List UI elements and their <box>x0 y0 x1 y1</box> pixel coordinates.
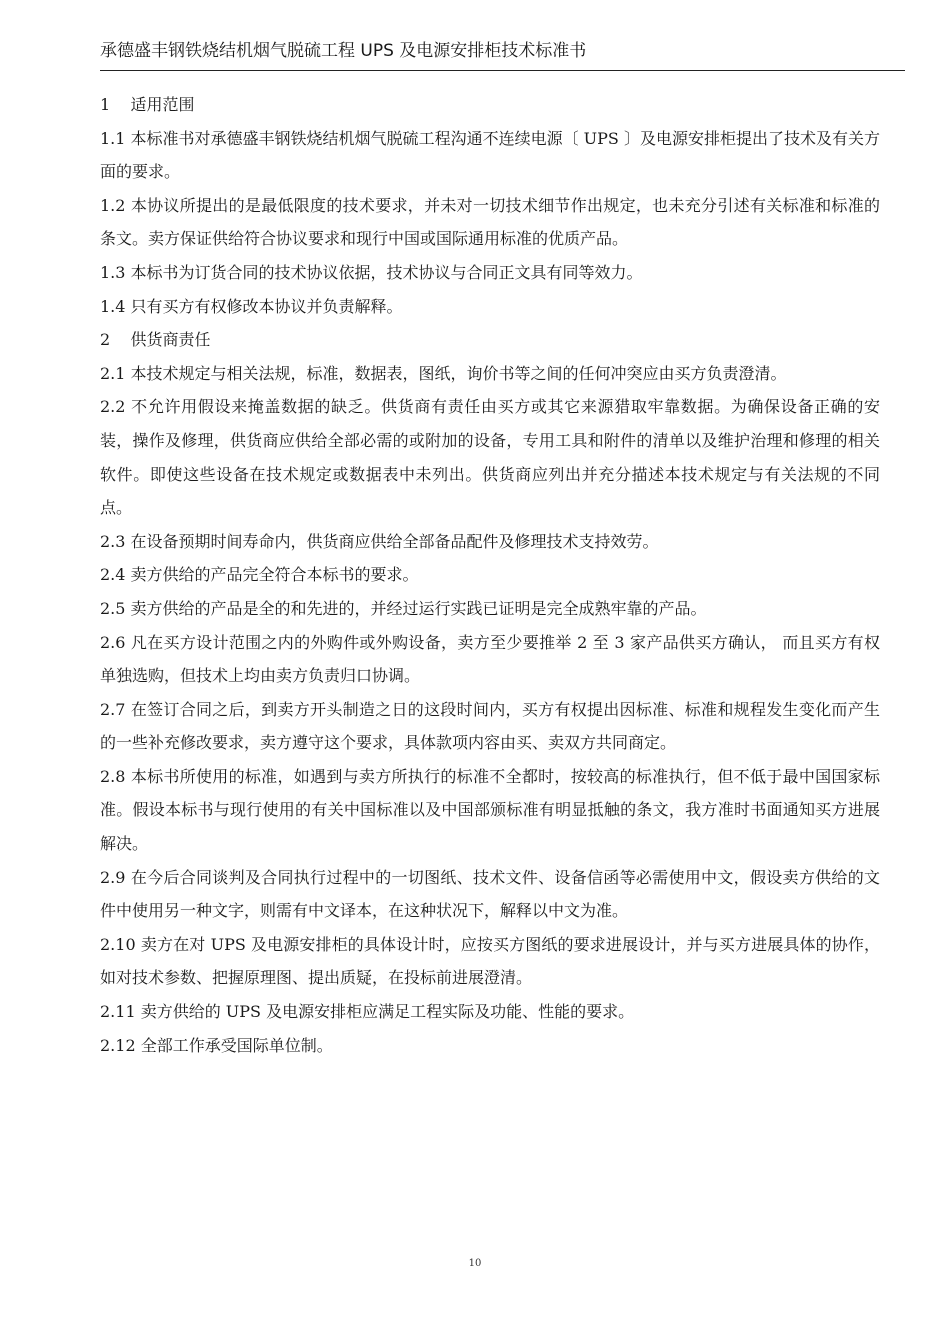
clause-paragraph: 2.9 在今后合同谈判及合同执行过程中的一切图纸、技术文件、设备信函等必需使用中文，假设卖方供给的文件中使用另一种文字，则需有中文译本，在这种状况下，解释以中文为准。 <box>100 867 880 921</box>
clause-paragraph: 2.10 卖方在对 UPS 及电源安排柜的具体设计时，应按买方图纸的要求进展设计，并与买方进展具体的协作，如对技术参数、把握原理图、提出质疑，在投标前进展澄清。 <box>100 934 880 988</box>
header-title: 承德盛丰钢铁烧结机烟气脱硫工程 UPS 及电源安排柜技术标准书 <box>100 41 587 61</box>
clause-paragraph: 1.3 本标书为订货合同的技术协议依据，技术协议与合同正文具有同等效力。 <box>100 262 643 282</box>
document-body <box>100 88 880 1062</box>
clause-paragraph: 2.4 卖方供给的产品完全符合本标书的要求。 <box>100 565 419 585</box>
clause-paragraph: 1.2 本协议所提出的是最低限度的技术要求，并未对一切技术细节作出规定，也未充分引述有关标准和标准的条文。卖方保证供给符合协议要求和现行中国或国际通用标准的优质产品。 <box>100 195 880 249</box>
clause-paragraph: 2.8 本标书所使用的标准，如遇到与卖方所执行的标准不全都时，按较高的标准执行，但不低于最中国国家标准。假设本标书与现行使用的有关中国标准以及中国部颁标准有明显抵触的条文，我方准时书面通知买方进展解决。 <box>100 766 880 854</box>
section-heading: 1 适用范围 <box>100 95 195 114</box>
clause-paragraph: 2.11 卖方供给的 UPS 及电源安排柜应满足工程实际及功能、性能的要求。 <box>100 1002 635 1022</box>
clause-paragraph: 1.1 本标准书对承德盛丰钢铁烧结机烟气脱硫工程沟通不连续电源〔 UPS 〕及电源安排柜提出了技术及有关方面的要求。 <box>100 128 880 182</box>
clause-paragraph: 2.12 全部工作承受国际单位制。 <box>100 1035 333 1055</box>
page-header <box>100 38 900 64</box>
clause-paragraph: 2.1 本技术规定与相关法规，标准，数据表，图纸，询价书等之间的任何冲突应由买方负责澄清。 <box>100 363 787 383</box>
clause-paragraph: 2.3 在设备预期时间寿命内，供货商应供给全部备品配件及修理技术支持效劳。 <box>100 531 659 551</box>
clause-paragraph: 2.2 不允许用假设来掩盖数据的缺乏。供货商有责任由买方或其它来源猎取牢靠数据。为确保设备正确的安装，操作及修理，供货商应供给全部必需的或附加的设备，专用工具和附件的清单以及维护治理和修理的相关软件。即使这些设备在技术规定或数据表中未列出。供货商应列出并充分描述本技术规定与有关法规的不同点。 <box>100 397 880 518</box>
clause-paragraph: 1.4 只有买方有权修改本协议并负责解释。 <box>100 296 403 316</box>
clause-paragraph: 2.7 在签订合同之后，到卖方开头制造之日的这段时间内，买方有权提出因标准、标准和规程发生变化而产生的一些补充修改要求，卖方遵守这个要求，具体款项内容由买、卖双方共同商定。 <box>100 699 880 753</box>
clause-paragraph: 2.6 凡在买方设计范围之内的外购件或外购设备，卖方至少要推举 2 至 3 家产品供买方确认， 而且买方有权单独选购，但技术上均由卖方负责归口协调。 <box>100 632 880 686</box>
page-number: 10 <box>468 1258 482 1269</box>
section-heading: 2 供货商责任 <box>100 330 211 350</box>
header-divider <box>100 70 905 71</box>
clause-paragraph: 2.5 卖方供给的产品是全的和先进的，并经过运行实践已证明是完全成熟牢靠的产品。 <box>100 598 707 618</box>
